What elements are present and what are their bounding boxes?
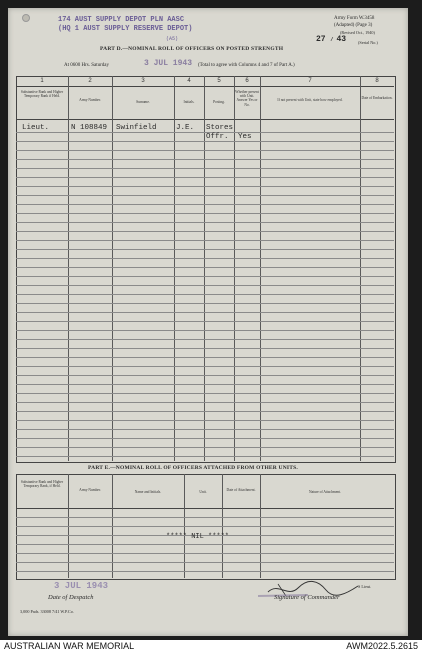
ruled-line: [16, 357, 394, 358]
ruled-line: [16, 330, 394, 331]
ruled-line: [16, 195, 394, 196]
entry-initials: J.E.: [176, 124, 195, 132]
serial-number: 27 / 43: [316, 35, 347, 44]
ruled-line: [16, 177, 394, 178]
part-d-col-line: [112, 76, 113, 461]
part-e-title: PART E.—NOMINAL ROLL OF OFFICERS ATTACHED FROM OTHER UNITS.: [88, 465, 298, 471]
serial-written: 27: [316, 35, 326, 44]
unit-stamp-line1: 174 AUST SUPPLY DEPOT PLN AASC: [58, 16, 185, 24]
ruled-line: [16, 303, 394, 304]
part-d-col-line: [204, 76, 205, 461]
commander-signature-label: Signature of Commander: [274, 594, 340, 601]
despatch-date-stamp: 3 JUL 1943: [54, 581, 109, 591]
col-number-4: 4: [187, 78, 191, 84]
unit-stamp-tag: (A5): [166, 36, 179, 42]
part-d-colnum-divider: [16, 86, 394, 87]
e-header-name: Name and Initials.: [134, 490, 162, 494]
col-header-how-employed: If not present with Unit, state how employed.: [277, 98, 343, 102]
ruled-line: [16, 159, 394, 160]
col-number-8: 8: [375, 78, 379, 84]
part-d-col-line: [68, 76, 69, 461]
ruled-line: [16, 150, 394, 151]
ruled-line: [16, 438, 394, 439]
col-header-present: Whether present with Unit. Answer Yes or No.: [235, 90, 259, 107]
form-page-note: (Adapted) (Page 3): [334, 23, 373, 28]
col-number-3: 3: [141, 78, 145, 84]
ruled-line: [16, 312, 394, 313]
col-number-5: 5: [217, 78, 221, 84]
ruled-line: [16, 231, 394, 232]
unit-stamp-line2: (HQ 1 AUST SUPPLY RESERVE DEPOT): [58, 25, 193, 33]
at-time-prefix: At 0600 Hrs. Saturday: [64, 63, 109, 68]
ruled-line: [16, 402, 394, 403]
ruled-line: [16, 456, 394, 457]
ruled-line: [16, 348, 394, 349]
part-d-col-line: [174, 76, 175, 461]
ruled-line: [16, 285, 394, 286]
ruled-line: [16, 411, 394, 412]
part-d-col-line: [234, 76, 235, 461]
ruled-line: [16, 553, 394, 554]
entry-posting: Stores Offr.: [206, 124, 234, 141]
punch-hole-icon: [22, 14, 30, 22]
ruled-line: [16, 429, 394, 430]
part-d-header-divider: [16, 119, 394, 120]
col-header-initials: Initials.: [183, 100, 195, 104]
col-number-7: 7: [308, 78, 312, 84]
part-e-nil: ***** NIL *****: [166, 533, 230, 541]
entry-present: Yes: [238, 133, 252, 141]
caption-source: AUSTRALIAN WAR MEMORIAL: [4, 641, 135, 651]
ruled-line: [16, 294, 394, 295]
ruled-line: [16, 222, 394, 223]
total-note: (Total to agree with Columns 4 and 7 of Part A.): [198, 63, 295, 68]
at-date-stamp: 3 JUL 1943: [144, 59, 193, 68]
col-header-posting: Posting.: [213, 100, 225, 104]
part-d-title: PART D.—NOMINAL ROLL OF OFFICERS ON POSTED STRENGTH: [100, 46, 284, 52]
ruled-line: [16, 366, 394, 367]
ruled-line: [16, 186, 394, 187]
serial-year: 43: [336, 35, 347, 44]
ruled-line: [16, 526, 394, 527]
col-number-2: 2: [88, 78, 92, 84]
ruled-line: [16, 213, 394, 214]
ruled-line: [16, 132, 394, 133]
commander-rank-note: S Lieut.: [358, 584, 372, 589]
ruled-line: [16, 447, 394, 448]
ruled-line: [16, 204, 394, 205]
caption-accession: AWM2022.5.2615: [346, 641, 418, 651]
ruled-line: [16, 420, 394, 421]
despatch-date-label: Date of Despatch: [48, 594, 94, 601]
col-number-1: 1: [40, 78, 44, 84]
ruled-line: [16, 276, 394, 277]
form-number: Army Form W.3458: [334, 16, 375, 21]
part-e-header-divider: [16, 508, 394, 509]
ruled-line: [16, 517, 394, 518]
ruled-line: [16, 240, 394, 241]
ruled-line: [16, 375, 394, 376]
serial-label: (Serial No.): [358, 40, 378, 45]
e-header-date: Date of Attachment.: [226, 488, 256, 492]
e-header-nature: Nature of Attachment.: [308, 490, 342, 494]
ruled-line: [16, 393, 394, 394]
entry-army-number: N 108849: [71, 124, 108, 132]
form-page: [8, 8, 408, 636]
ruled-line: [16, 249, 394, 250]
col-header-army-number: Army Number.: [79, 98, 101, 102]
part-d-col-line: [260, 76, 261, 461]
e-header-army-number: Army Number.: [79, 488, 101, 492]
col-header-surname: Surname.: [136, 100, 150, 104]
col-header-embarkation: Date of Embarkation.: [361, 96, 393, 100]
printer-note: 3,000 Pads. 33008 7/41 W.P.Co.: [20, 609, 74, 614]
e-header-rank: Substantive Rank and Higher Temporary Rank, if Held.: [20, 480, 64, 489]
form-revision: (Revised Oct., 1940): [340, 30, 375, 35]
ruled-line: [16, 141, 394, 142]
ruled-line: [16, 544, 394, 545]
entry-surname: Swinfield: [116, 124, 157, 132]
ruled-line: [16, 267, 394, 268]
col-header-rank: Substantive Rank and Higher Temporary Rank if Held.: [20, 90, 64, 99]
col-number-6: 6: [245, 78, 249, 84]
entry-rank: Lieut.: [22, 124, 50, 132]
ruled-line: [16, 321, 394, 322]
part-d-col-line: [360, 76, 361, 461]
ruled-line: [16, 168, 394, 169]
e-header-unit: Unit.: [199, 490, 207, 494]
ruled-line: [16, 384, 394, 385]
ruled-line: [16, 562, 394, 563]
ruled-line: [16, 339, 394, 340]
ruled-line: [16, 258, 394, 259]
